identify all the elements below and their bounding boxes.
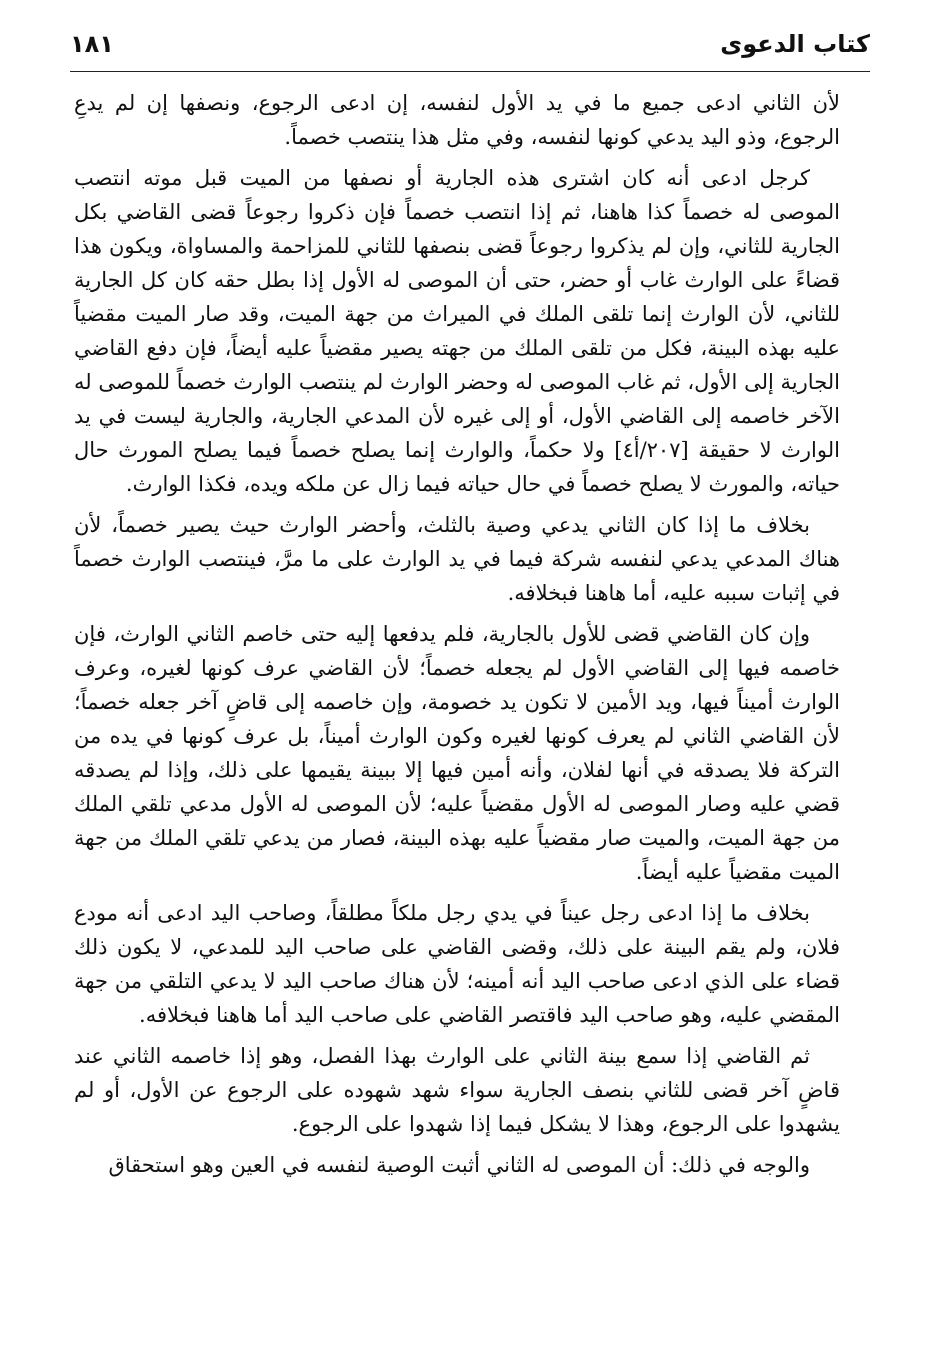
paragraph-3: بخلاف ما إذا كان الثاني يدعي وصية بالثلث، وأحضر الوارث حيث يصير خصماً، لأن هناك المدعي يدعي لنفسه شركة فيما في يد الوارث على ما مرَّ، فينتصب الوارث خصماً في إثبات سببه عليه، أما هاهنا فبخلافه. bbox=[74, 513, 840, 605]
page-header bbox=[70, 28, 870, 72]
paragraph-1: لأن الثاني ادعى جميع ما في يد الأول لنفسه، إن ادعى الرجوع، ونصفها إن لم يدعِ الرجوع، وذو اليد يدعي كونها لنفسه، وفي مثل هذا ينتصب خصماً. bbox=[74, 91, 840, 149]
body-text bbox=[74, 86, 840, 1189]
paragraph-4: وإن كان القاضي قضى للأول بالجارية، فلم يدفعها إليه حتى خاصم الثاني الوارث، فإن خاصمه فيها إلى القاضي الأول لم يجعله خصماً؛ لأن القاضي عرف كونها لغيره، وعرف الوارث أميناً فيها، ويد الأمين لا تكون يد خصومة، وإن خاصمه إلى قاضٍ آخر جعله خصماً؛ لأن القاضي الثاني لم يعرف كونها لغيره وكون الوارث أميناً، بل عرف كونها في يده من التركة فلا يصدقه في أنها لفلان، وأنه أمين فيها إلا ببينة يقيمها على ذلك، وإذا لم يصدقه قضي عليه وصار الموصى له الأول مقضياً عليه؛ لأن الموصى له الأول مدعي تلقي الملك من جهة الميت، والميت صار مقضياً عليه بهذه البينة، فصار من يدعي تلقي الملك من جهة الميت مقضياً عليه أيضاً. bbox=[74, 622, 840, 884]
page-number: ١٨١ bbox=[70, 30, 114, 58]
paragraph-7: والوجه في ذلك: أن الموصى له الثاني أثبت الوصية لنفسه في العين وهو استحقاق bbox=[108, 1153, 810, 1177]
paragraph-6: ثم القاضي إذا سمع بينة الثاني على الوارث بهذا الفصل، وهو إذا خاصمه الثاني عند قاضٍ آخر قضى للثاني بنصف الجارية سواء شهد شهوده على الرجوع عن الأول، أو لم يشهدوا على الرجوع، وهذا لا يشكل فيما إذا شهدوا على الرجوع. bbox=[74, 1044, 840, 1136]
paragraph-5: بخلاف ما إذا ادعى رجل عيناً في يدي رجل ملكاً مطلقاً، وصاحب اليد ادعى أنه مودع فلان، ولم يقم البينة على ذلك، وقضى القاضي على صاحب اليد للمدعي، لا يكون ذلك قضاء على الذي ادعى صاحب اليد أنه أمينه؛ لأن هناك صاحب اليد لا يدعي التلقي من جهة المقضي عليه، وهو صاحب اليد فاقتصر القاضي على صاحب اليد أما هاهنا فبخلافه. bbox=[74, 901, 840, 1027]
header-rule bbox=[70, 71, 870, 72]
paragraph-2: كرجل ادعى أنه كان اشترى هذه الجارية أو نصفها من الميت قبل موته انتصب الموصى له خصماً كذا هاهنا، ثم إذا انتصب خصماً فإن ذكروا رجوعاً قضى القاضي بكل الجارية للثاني، وإن لم يذكروا رجوعاً قضى بنصفها للثاني للمزاحمة والمساواة، ويكون هذا قضاءً على الوارث غاب أو حضر، حتى أن الموصى له الأول إذا بطل حقه كان كل الجارية للثاني، لأن الوارث إنما تلقى الملك في الميراث من جهة الميت، وقد صار الميت مقضياً عليه بهذه البينة، فكل من تلقى الملك من جهته يصير مقضياً عليه أيضاً، فإن دفع القاضي الجارية إلى الأول، ثم غاب الموصى له وحضر الوارث لم ينتصب الوارث خصماً للموصى له الآخر خاصمه إلى القاضي الأول، أو إلى غيره لأن المدعي الجارية، والجارية ليست في يد الوارث لا حقيقة [٢٠٧/أ٤] ولا حكماً، والوارث إنما يصلح خصماً فيما يصلح المورث حال حياته، والمورث لا يصلح خصماً في حال حياته فيما زال عن ملكه ويده، فكذا الوارث. bbox=[74, 166, 841, 496]
chapter-title: كتاب الدعوى bbox=[720, 30, 870, 58]
